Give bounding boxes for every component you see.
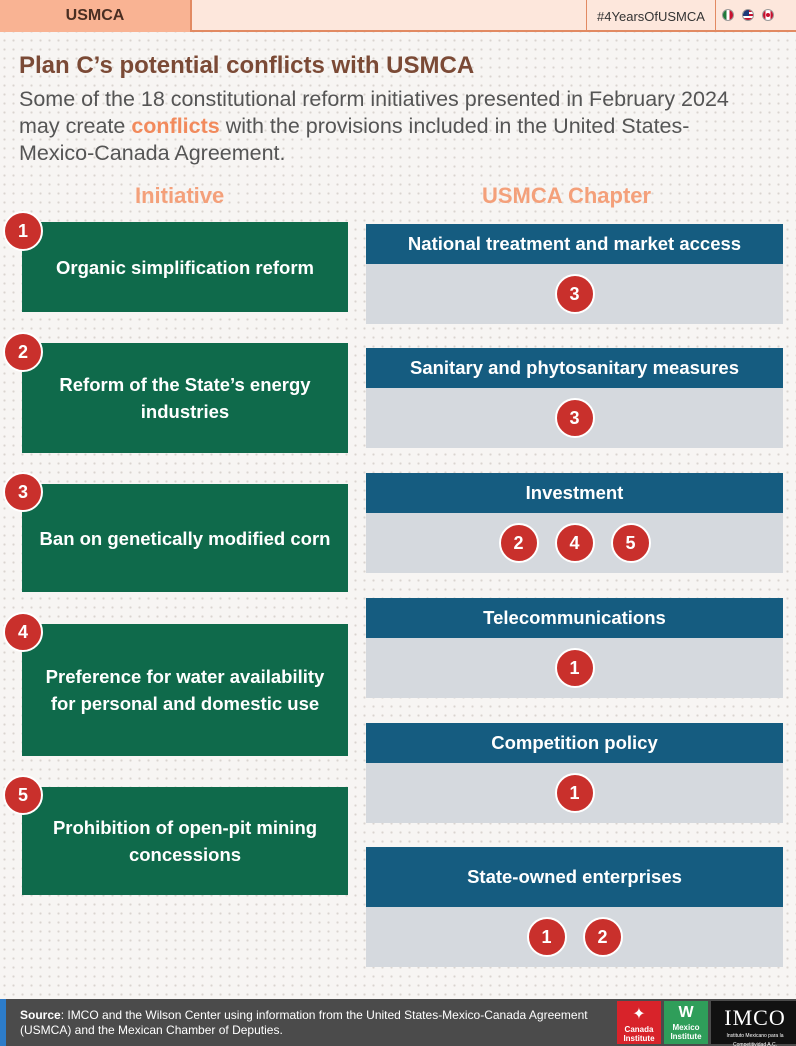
source-note [20, 1008, 600, 1038]
initiative-box [22, 484, 348, 592]
chapter-title: Sanitary and phytosanitary measures [366, 348, 783, 388]
hashtag-label: #4YearsOfUSMCA [586, 0, 716, 32]
chapter-card [366, 723, 783, 823]
chapter-title: National treatment and market access [366, 224, 783, 264]
reference-badge: 1 [555, 773, 595, 813]
mexico-institute-label: Mexico Institute [670, 1023, 702, 1041]
canada-institute-label: Canada Institute [623, 1025, 655, 1043]
page-subtitle [19, 86, 739, 167]
reference-badge: 4 [555, 523, 595, 563]
usmca-tab[interactable]: USMCA [0, 0, 192, 32]
chapter-refs [366, 388, 783, 448]
reference-badge: 5 [611, 523, 651, 563]
wilson-w-icon: W [678, 1004, 694, 1021]
top-bar [0, 0, 796, 32]
initiative-box [22, 787, 348, 895]
canada-institute-logo[interactable] [617, 1001, 661, 1044]
initiative-number-badge: 1 [3, 211, 43, 251]
flag-group [722, 9, 774, 21]
reference-badge: 2 [499, 523, 539, 563]
mexico-flag-icon [722, 9, 734, 21]
subtitle-text-end: with the provisions included in the United States-Mexico-Canada Agreement. [19, 114, 690, 165]
chapter-refs [366, 763, 783, 823]
reference-badge: 1 [527, 917, 567, 957]
chapter-refs [366, 264, 783, 324]
maple-leaf-icon: ✦ [632, 1006, 646, 1023]
initiative-box [22, 343, 348, 453]
initiative-label: Preference for water availability for personal and domestic use [45, 666, 325, 714]
initiative-label: Reform of the State’s energy industries [59, 374, 311, 422]
initiative-number-badge: 4 [3, 612, 43, 652]
subtitle-highlight: conflicts [131, 114, 220, 138]
chapter-card [366, 847, 783, 967]
initiative-box [22, 624, 348, 756]
initiative-label: Organic simplification reform [55, 256, 315, 278]
initiative-column-heading: Initiative [135, 183, 225, 208]
mexico-institute-logo[interactable] [664, 1001, 708, 1044]
reference-badge: 1 [555, 648, 595, 688]
source-text: : IMCO and the Wilson Center using information from the United States-Mexico-Canada Agreement (USMCA) and the Mexican Chamber of Deputies. [20, 1008, 588, 1037]
chapter-card [366, 348, 783, 448]
initiative-number-badge: 3 [3, 472, 43, 512]
chapter-card [366, 598, 783, 698]
chapter-title: State-owned enterprises [366, 847, 783, 907]
initiative-box [22, 222, 348, 312]
initiative-label: Prohibition of open-pit mining concessions [52, 817, 318, 865]
chapter-title: Investment [366, 473, 783, 513]
initiative-number-badge: 5 [3, 775, 43, 815]
us-flag-icon [742, 9, 754, 21]
chapter-card [366, 473, 783, 573]
subtitle-text: Some of the 18 constitutional reform initiatives presented in February 2024 may create [19, 87, 729, 138]
chapter-title: Competition policy [366, 723, 783, 763]
imco-caption: Instituto Mexicano para la Competitividad A.C. [726, 1033, 784, 1046]
chapter-refs [366, 638, 783, 698]
source-label: Source [20, 1008, 61, 1022]
chapter-title: Telecommunications [366, 598, 783, 638]
footer [0, 999, 796, 1046]
canada-flag-icon [762, 9, 774, 21]
imco-wordmark: IMCO [724, 1005, 786, 1030]
reference-badge: 2 [583, 917, 623, 957]
initiative-label: Ban on genetically modified corn [39, 527, 331, 549]
reference-badge: 3 [555, 398, 595, 438]
chapter-refs [366, 907, 783, 967]
page-title: Plan C’s potential conflicts with USMCA [19, 52, 475, 79]
initiative-number-badge: 2 [3, 332, 43, 372]
imco-logo[interactable] [711, 1001, 796, 1044]
chapter-column-heading: USMCA Chapter [482, 183, 652, 208]
reference-badge: 3 [555, 274, 595, 314]
chapter-refs [366, 513, 783, 573]
chapter-card [366, 224, 783, 324]
